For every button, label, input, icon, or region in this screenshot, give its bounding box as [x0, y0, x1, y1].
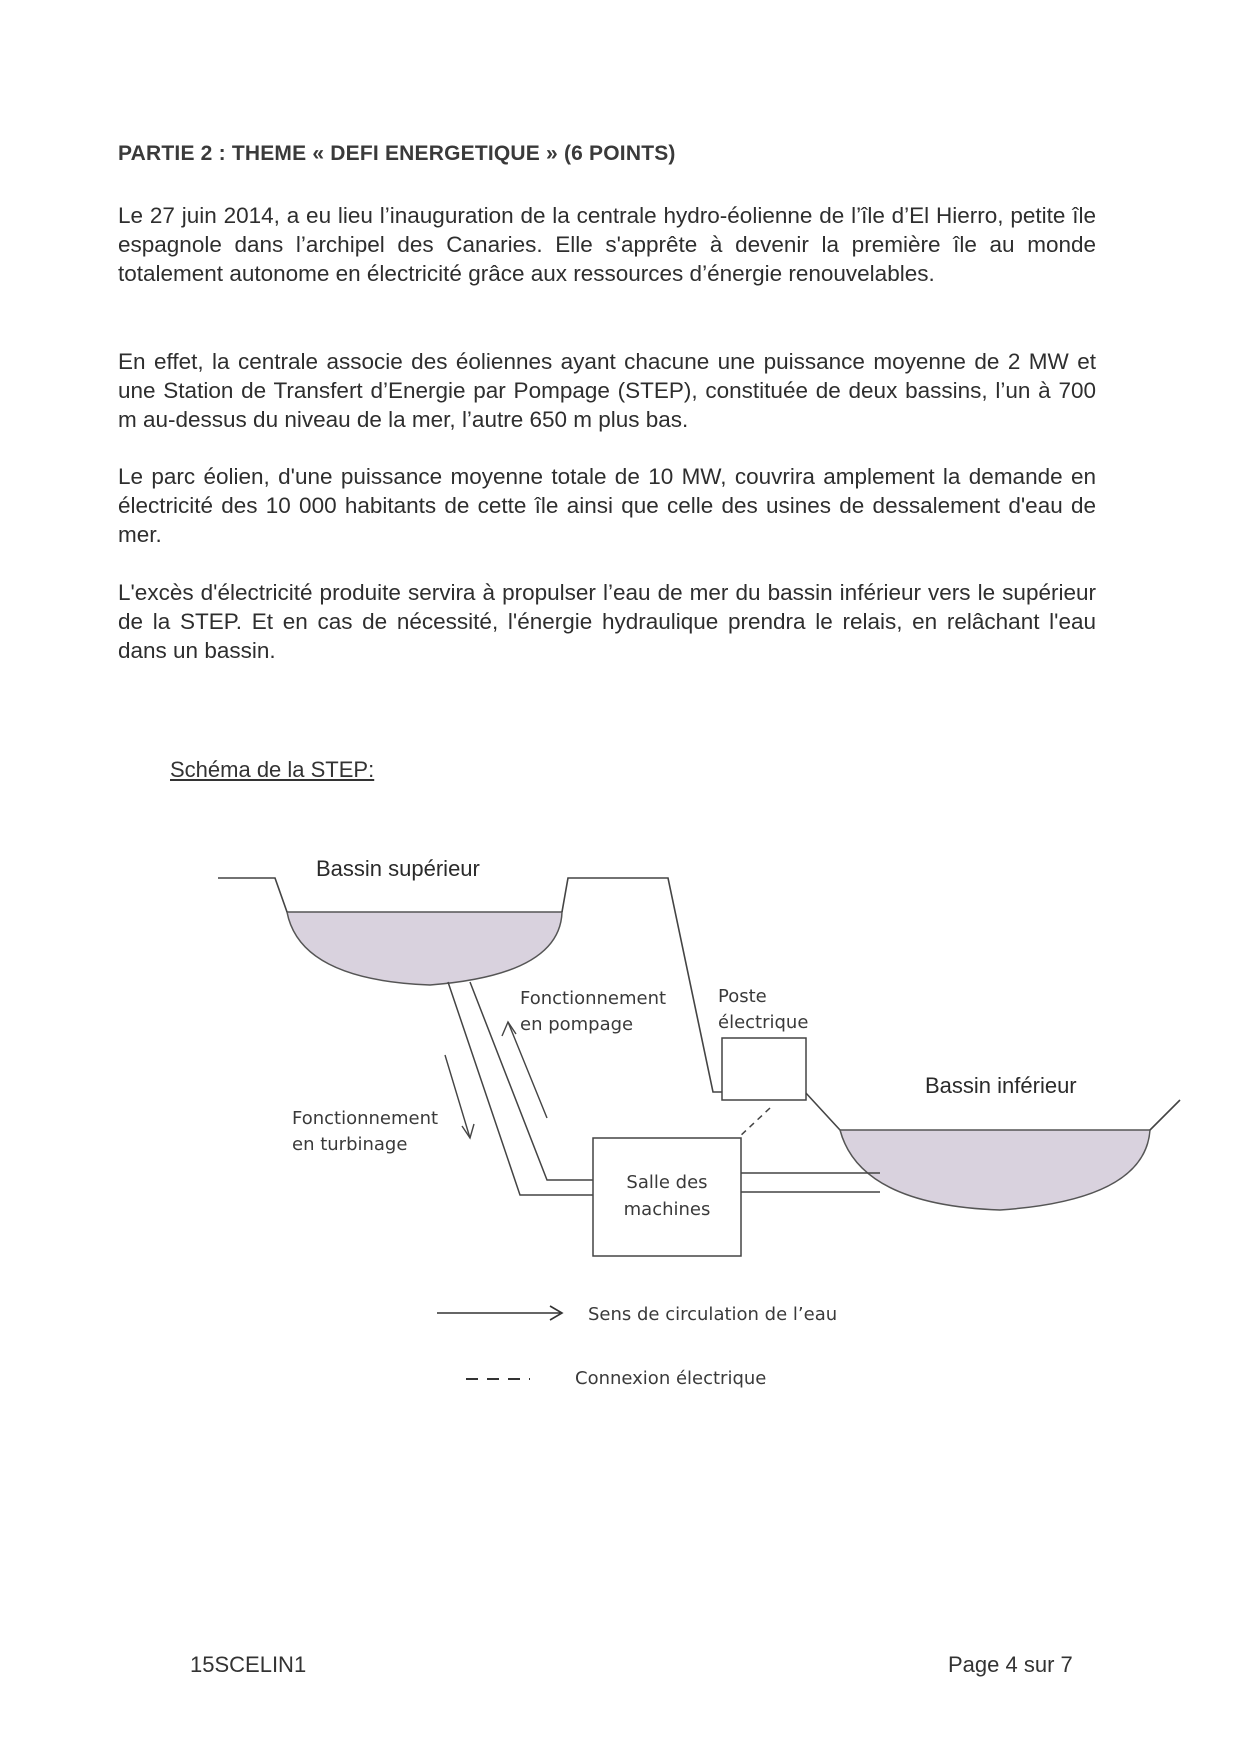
machine-room-label-1: Salle des — [626, 1172, 708, 1193]
legend-electric-label: Connexion électrique — [575, 1368, 767, 1389]
electric-connection — [738, 1108, 770, 1138]
pumping-arrow-head — [502, 1022, 516, 1036]
section-title: PARTIE 2 : THEME « DEFI ENERGETIQUE » (6 POINTS) — [118, 142, 676, 165]
turbining-arrow-line — [445, 1055, 470, 1138]
machine-room-box — [593, 1138, 741, 1256]
pumping-arrow-line — [508, 1022, 547, 1118]
footer-page-number: Page 4 sur 7 — [948, 1652, 1073, 1677]
paragraph-2: En effet, la centrale associe des éoliennes ayant chacune une puissance moyenne de 2 MW et une Station de Transfert d’Energie par Pompage (STEP), constituée de deux bassins, l’un à 700 m au-dessus du niveau de la mer, l’autre 650 m plus bas. — [118, 349, 1096, 432]
substation-box — [722, 1038, 806, 1100]
upper-basin-terrain — [218, 878, 287, 912]
upper-basin-water — [287, 912, 562, 985]
legend-water-label: Sens de circulation de l’eau — [588, 1304, 838, 1325]
pumping-label-2: en pompage — [520, 1014, 634, 1035]
paragraph-3: Le parc éolien, d'une puissance moyenne totale de 10 MW, couvrira amplement la demande en électricité des 10 000 habitants de cette île ainsi que celle des usines de dessalement d'eau de mer. — [118, 464, 1096, 547]
substation-label-2: électrique — [718, 1012, 809, 1033]
lower-basin-label: Bassin inférieur — [925, 1073, 1077, 1098]
paragraph-1: Le 27 juin 2014, a eu lieu l’inauguration de la centrale hydro-éolienne de l’île d’El Hierro, petite île espagnole dans l’archipel des Canaries. Elle s'apprête à devenir la première île au monde totalement autonome en électricité grâce aux ressources d’énergie renouvelables. — [118, 203, 1096, 286]
pumping-label-1: Fonctionnement — [520, 988, 667, 1009]
machine-room-label-2: machines — [623, 1199, 711, 1220]
footer-code: 15SCELIN1 — [190, 1652, 307, 1677]
substation-label-1: Poste — [718, 986, 767, 1007]
schema-title: Schéma de la STEP: — [170, 757, 375, 782]
lower-right-terrain — [1150, 1100, 1180, 1130]
turbining-label-1: Fonctionnement — [292, 1108, 439, 1129]
lower-basin-water — [840, 1130, 1150, 1210]
paragraph-4: L'excès d'électricité produite servira à propulser l’eau de mer du bassin inférieur vers le supérieur de la STEP. Et en cas de nécessité, l'énergie hydraulique prendra le relais, en relâchant l'eau dans un bassin. — [118, 580, 1096, 663]
upper-basin-label: Bassin supérieur — [316, 856, 480, 881]
turbining-label-2: en turbinage — [292, 1134, 408, 1155]
